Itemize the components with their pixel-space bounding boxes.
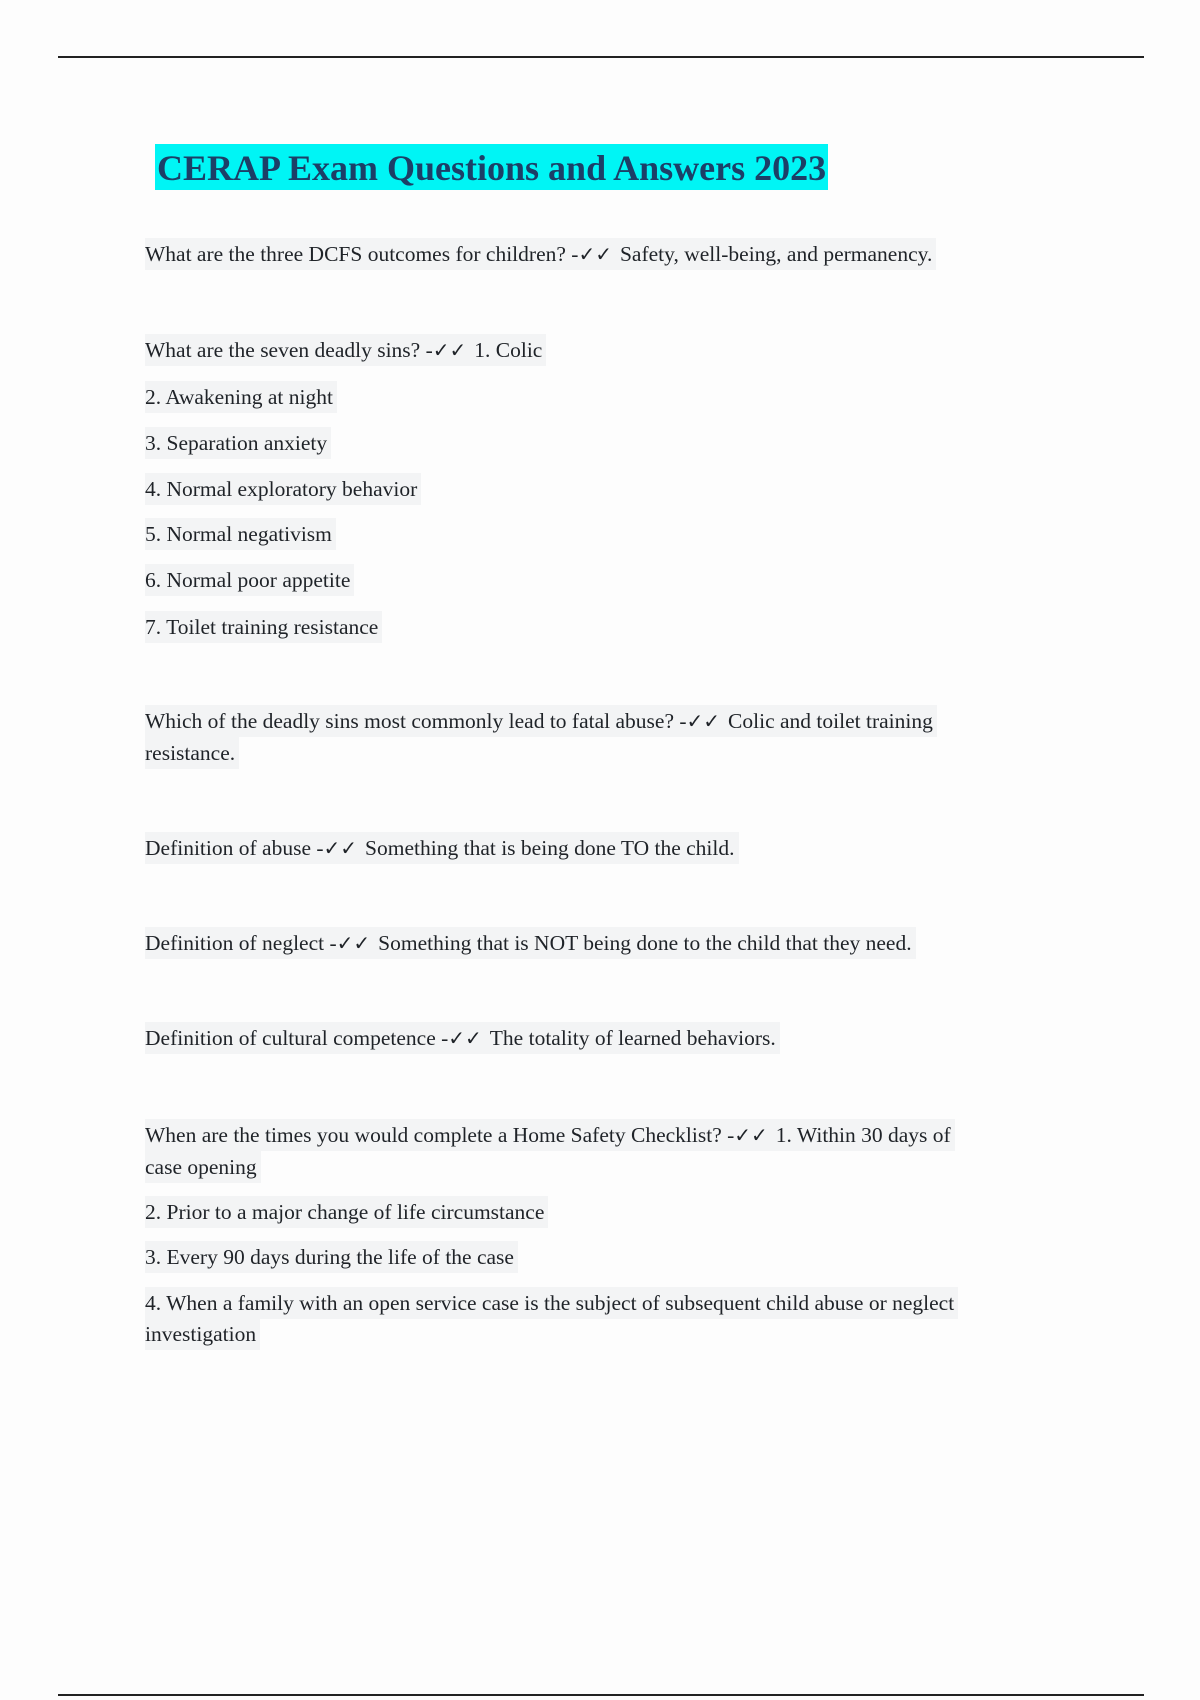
answer-text: Safety, well-being, and permanency. [619, 242, 933, 266]
qa-item [145, 1022, 780, 1054]
answer-text: Something that is being done TO the child. [365, 836, 735, 860]
qa-item [145, 832, 739, 864]
check-icon: ✓✓ [686, 709, 721, 733]
question-text: When are the times you would complete a Home Safety Checklist? - [145, 1123, 735, 1147]
check-icon: ✓✓ [578, 242, 612, 266]
answer-continuation: resistance. [145, 737, 239, 769]
answer-text: The totality of learned behaviors. [489, 1026, 776, 1050]
answer-text: 1. Colic [474, 338, 543, 362]
list-item: 6. Normal poor appetite [145, 564, 354, 596]
check-icon: ✓✓ [734, 1123, 768, 1147]
check-icon: ✓✓ [336, 931, 371, 955]
check-icon: ✓✓ [323, 836, 358, 860]
list-item: 7. Toilet training resistance [145, 611, 382, 643]
check-icon: ✓✓ [432, 338, 467, 362]
answer-continuation: case opening [145, 1151, 261, 1183]
question-text: Which of the deadly sins most commonly lead to fatal abuse? - [145, 709, 687, 733]
list-item: 4. Normal exploratory behavior [145, 473, 421, 505]
question-text: Definition of cultural competence - [145, 1026, 449, 1050]
list-item-continuation: investigation [145, 1318, 260, 1350]
question-text: What are the seven deadly sins? - [145, 338, 433, 362]
qa-item [145, 927, 916, 959]
list-item: 3. Separation anxiety [145, 427, 331, 459]
question-text: Definition of abuse - [145, 836, 324, 860]
top-rule [58, 56, 1144, 58]
document-title: CERAP Exam Questions and Answers 2023 [155, 144, 828, 190]
list-item: 2. Prior to a major change of life circumstance [145, 1196, 548, 1228]
list-item: 3. Every 90 days during the life of the case [145, 1241, 518, 1273]
qa-item [145, 705, 937, 737]
list-item: 4. When a family with an open service case is the subject of subsequent child abuse or neglect [145, 1287, 958, 1319]
answer-text: 1. Within 30 days of [775, 1123, 951, 1147]
qa-item [145, 1119, 955, 1151]
answer-text: Something that is NOT being done to the child that they need. [378, 931, 912, 955]
list-item: 5. Normal negativism [145, 518, 336, 550]
answer-text: Colic and toilet training [728, 709, 933, 733]
qa-item [145, 334, 546, 366]
bottom-rule [58, 1694, 1144, 1696]
list-item: 2. Awakening at night [145, 381, 337, 413]
check-icon: ✓✓ [448, 1026, 482, 1050]
question-text: Definition of neglect - [145, 931, 337, 955]
question-text: What are the three DCFS outcomes for children? - [145, 242, 579, 266]
qa-item [145, 238, 936, 270]
